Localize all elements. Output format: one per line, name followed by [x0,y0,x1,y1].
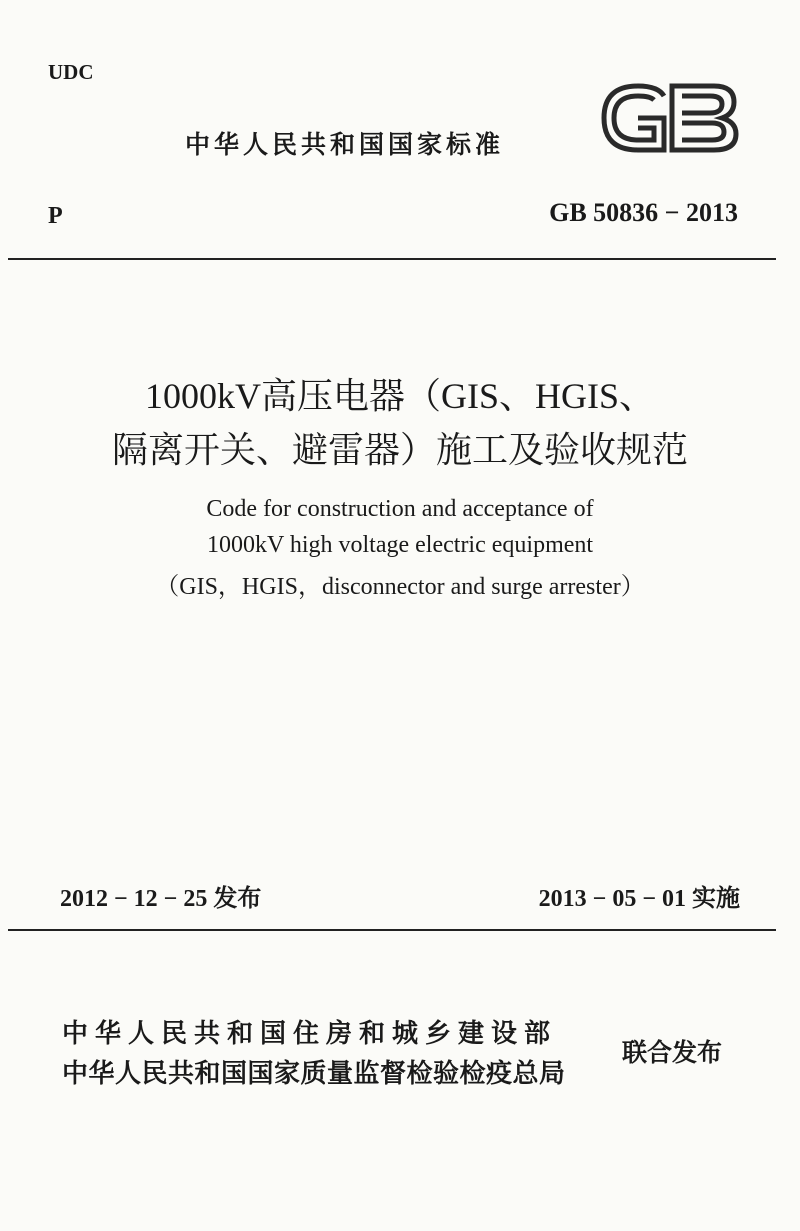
issue-date: 2012 − 12 − 25 发布 [60,886,262,912]
gb-logo-icon [598,82,740,154]
title-zh-line1: 1000kV高压电器（GIS、HGIS、 [144,376,655,416]
bottom-divider [8,929,776,931]
standard-label: 中华人民共和国国家标准 [185,130,505,159]
implementation-date: 2013 − 05 − 01 实施 [538,886,740,912]
title-en-line3: （GIS，HGIS，disconnector and surge arrester） [155,574,645,600]
udc-label: UDC [48,60,94,84]
category-label: P [48,203,63,229]
publisher-line1: 中华人民共和国住房和城乡建设部 [62,1019,558,1049]
top-divider [8,258,776,260]
title-en-line2: 1000kV high voltage electric equipment [206,532,594,558]
title-zh-line2: 隔离开关、避雷器）施工及验收规范 [111,430,688,470]
standard-number: GB 50836 − 2013 [549,198,738,227]
title-en-line1: Code for construction and acceptance of [206,496,594,522]
publisher-line2: 中华人民共和国国家质量监督检验检疫总局 [62,1059,566,1089]
joint-release-label: 联合发布 [622,1038,723,1067]
